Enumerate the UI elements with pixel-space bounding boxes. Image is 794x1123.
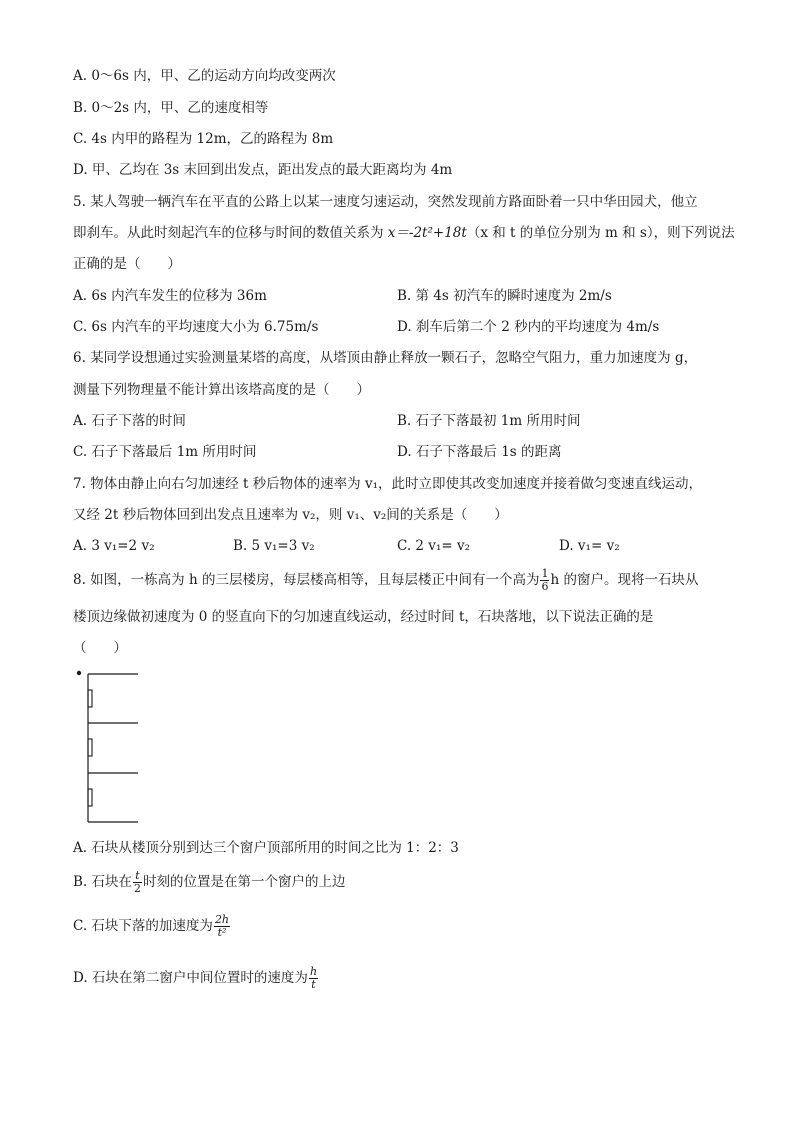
q8-stem-line2: 楼顶边缘做初速度为 0 的竖直向下的匀加速直线运动，经过时间 t，石块落地，以下说法正确的是 bbox=[73, 609, 654, 625]
q8-window-fraction-num: 1 bbox=[541, 567, 549, 580]
q7-option-d: D. v₁= v₂ bbox=[559, 538, 620, 554]
q6-stem-line2: 测量下列物理量不能计算出该塔高度的是（ ） bbox=[73, 382, 370, 398]
q5-formula: x＝-2t²+18t bbox=[387, 225, 467, 241]
q8-stem-line3: （ ） bbox=[73, 640, 127, 656]
q8-option-b bbox=[73, 870, 346, 895]
q8-option-d-fraction-den: t bbox=[311, 978, 316, 991]
q6-option-a: A. 石子下落的时间 bbox=[73, 413, 186, 429]
q8-option-b-pre: B. 石块在 bbox=[73, 874, 133, 890]
q6-option-d: D. 石子下落最后 1s 的距离 bbox=[397, 444, 562, 460]
q8-window-fraction bbox=[540, 568, 549, 593]
q5-stem-line2-post: （x 和 t 的单位分别为 m 和 s），则下列说法 bbox=[466, 225, 735, 241]
q8-option-b-fraction-den: 2 bbox=[134, 882, 142, 895]
q8-option-b-fraction bbox=[133, 870, 142, 895]
q5-option-b: B. 第 4s 初汽车的瞬时速度为 2m/s bbox=[397, 288, 612, 304]
q5-stem-line2-pre: 即刹车。从此时刻起汽车的位移与时间的数值关系为 bbox=[73, 225, 388, 241]
q7-option-c: C. 2 v₁= v₂ bbox=[397, 538, 470, 554]
q8-stem-line1 bbox=[73, 568, 698, 593]
q5-stem-line1: 5. 某人驾驶一辆汽车在平直的公路上以某一速度匀速运动，突然发现前方路面卧着一只中华田园犬，他立 bbox=[73, 194, 698, 210]
q4-option-d: D. 甲、乙均在 3s 末回到出发点，距出发点的最大距离均为 4m bbox=[73, 162, 453, 178]
q8-option-a: A. 石块从楼顶分别到达三个窗户顶部所用的时间之比为 1：2：3 bbox=[73, 840, 459, 856]
q5-option-a: A. 6s 内汽车发生的位移为 36m bbox=[73, 288, 267, 304]
q8-option-d bbox=[73, 966, 319, 991]
q4-option-a: A. 0～6s 内，甲、乙的运动方向均改变两次 bbox=[73, 68, 336, 84]
q5-stem-line2 bbox=[73, 223, 735, 243]
q8-option-d-pre: D. 石块在第二窗户中间位置时的速度为 bbox=[73, 970, 308, 986]
q8-option-b-post: 时刻的位置是在第一个窗户的上边 bbox=[143, 874, 346, 890]
q4-option-c: C. 4s 内甲的路程为 12m，乙的路程为 8m bbox=[73, 131, 334, 147]
q7-option-a: A. 3 v₁=2 v₂ bbox=[73, 538, 155, 554]
q8-stem-line1-pre: 8. 如图，一栋高为 h 的三层楼房，每层楼高相等，且每层楼正中间有一个高为 bbox=[73, 572, 540, 588]
q8-option-c-fraction-num: 2h bbox=[214, 913, 230, 926]
q8-option-d-fraction bbox=[309, 966, 318, 991]
q5-option-d: D. 刹车后第二个 2 秒内的平均速度为 4m/s bbox=[397, 319, 660, 335]
q5-stem-line3: 正确的是（ ） bbox=[73, 256, 181, 272]
q8-option-c bbox=[73, 914, 231, 939]
q8-stem-line1-post: h 的窗户。现将一石块从 bbox=[550, 572, 699, 588]
stone-dot bbox=[77, 671, 81, 675]
q6-option-b: B. 石子下落最初 1m 所用时间 bbox=[397, 413, 581, 429]
q6-stem-line1: 6. 某同学设想通过实验测量某塔的高度，从塔顶由静止释放一颗石子，忽略空气阻力，重力加速度为 g， bbox=[73, 350, 698, 366]
q5-option-c: C. 6s 内汽车的平均速度大小为 6.75m/s bbox=[73, 319, 319, 335]
q8-option-b-fraction-num: t bbox=[133, 870, 142, 883]
q7-stem-line2: 又经 2t 秒后物体回到出发点且速率为 v₂，则 v₁、v₂间的关系是（ ） bbox=[73, 507, 508, 523]
q7-option-b: B. 5 v₁=3 v₂ bbox=[233, 538, 315, 554]
q6-option-c: C. 石子下落最后 1m 所用时间 bbox=[73, 444, 257, 460]
building-figure bbox=[74, 668, 144, 824]
q8-window-fraction-den: 6 bbox=[541, 580, 549, 593]
q4-option-b: B. 0～2s 内，甲、乙的速度相等 bbox=[73, 100, 269, 116]
q8-option-c-fraction-den: t² bbox=[217, 926, 227, 939]
q8-option-c-pre: C. 石块下落的加速度为 bbox=[73, 918, 213, 934]
q7-stem-line1: 7. 物体由静止向右匀加速经 t 秒后物体的速率为 v₁，此时立即使其改变加速度并接着做匀变速直线运动， bbox=[73, 476, 703, 492]
q8-option-c-fraction bbox=[214, 914, 230, 939]
q8-option-d-fraction-num: h bbox=[309, 965, 318, 978]
